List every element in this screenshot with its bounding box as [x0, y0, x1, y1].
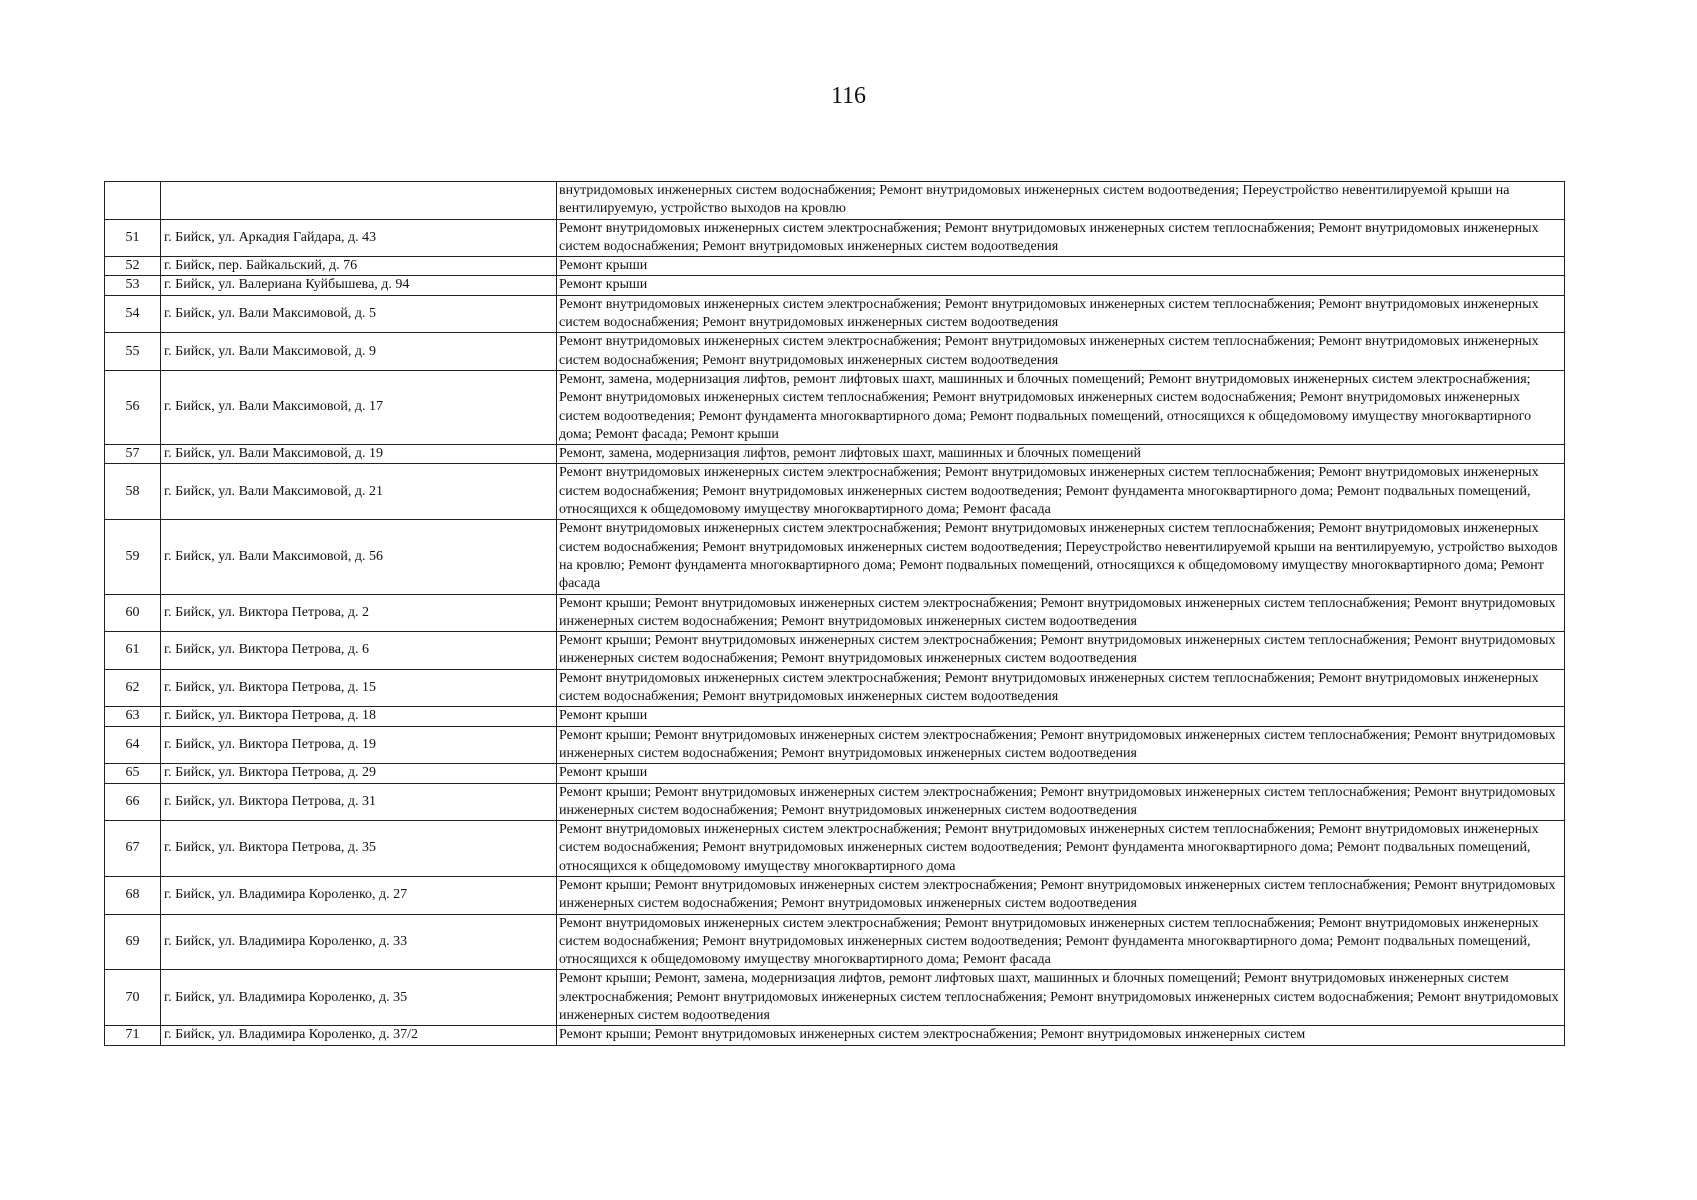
row-number: 53 [105, 276, 161, 295]
row-works: Ремонт внутридомовых инженерных систем электроснабжения; Ремонт внутридомовых инженерных систем теплоснабжения; Ремонт внутридомовых инженерных систем водоснабжения; Ремонт внутридомовых инженерных систем водоотведения [557, 295, 1565, 333]
row-works: Ремонт крыши; Ремонт внутридомовых инженерных систем электроснабжения; Ремонт внутридомовых инженерных систем [557, 1026, 1565, 1045]
row-number: 70 [105, 970, 161, 1026]
row-works: Ремонт крыши; Ремонт, замена, модернизация лифтов, ремонт лифтовых шахт, машинных и блочных помещений; Ремонт внутридомовых инженерных систем электроснабжения; Ремонт внутридомовых инженерных систем теплоснабжения; Ремонт внутридомовых инженерных систем водоснабжения; Ремонт внутридомовых инженерных систем водоотведения [557, 970, 1565, 1026]
row-address: г. Бийск, ул. Вали Максимовой, д. 5 [161, 295, 557, 333]
row-number: 65 [105, 764, 161, 783]
row-works: Ремонт внутридомовых инженерных систем электроснабжения; Ремонт внутридомовых инженерных систем теплоснабжения; Ремонт внутридомовых инженерных систем водоснабжения; Ремонт внутридомовых инженерных систем водоотведения; Переустройство невентилируемой крыши на вентилируемую, устройство выходов на кровлю; Ремонт фундамента многоквартирного дома; Ремонт подвальных помещений, относящихся к общедомовому имуществу многоквартирного дома; Ремонт фасада [557, 520, 1565, 594]
table-row [105, 520, 1565, 594]
table-row [105, 970, 1565, 1026]
row-address: г. Бийск, ул. Виктора Петрова, д. 15 [161, 669, 557, 707]
row-address: г. Бийск, ул. Виктора Петрова, д. 19 [161, 726, 557, 764]
row-address: г. Бийск, ул. Владимира Короленко, д. 33 [161, 914, 557, 970]
table-row [105, 707, 1565, 726]
row-works: Ремонт крыши; Ремонт внутридомовых инженерных систем электроснабжения; Ремонт внутридомовых инженерных систем теплоснабжения; Ремонт внутридомовых инженерных систем водоснабжения; Ремонт внутридомовых инженерных систем водоотведения [557, 594, 1565, 632]
row-number: 54 [105, 295, 161, 333]
table-row [105, 764, 1565, 783]
row-works: Ремонт крыши [557, 707, 1565, 726]
row-address: г. Бийск, ул. Валериана Куйбышева, д. 94 [161, 276, 557, 295]
row-works: Ремонт крыши [557, 764, 1565, 783]
row-address: г. Бийск, ул. Вали Максимовой, д. 21 [161, 464, 557, 520]
table-row [105, 783, 1565, 821]
row-number: 71 [105, 1026, 161, 1045]
row-number: 55 [105, 333, 161, 371]
row-number: 58 [105, 464, 161, 520]
row-address: г. Бийск, ул. Вали Максимовой, д. 17 [161, 370, 557, 444]
row-address: г. Бийск, ул. Вали Максимовой, д. 9 [161, 333, 557, 371]
row-works: Ремонт внутридомовых инженерных систем электроснабжения; Ремонт внутридомовых инженерных систем теплоснабжения; Ремонт внутридомовых инженерных систем водоснабжения; Ремонт внутридомовых инженерных систем водоотведения; Ремонт фундамента многоквартирного дома; Ремонт подвальных помещений, относящихся к общедомовому имуществу многоквартирного дома; Ремонт фасада [557, 914, 1565, 970]
row-number: 62 [105, 669, 161, 707]
row-number: 61 [105, 632, 161, 670]
row-number: 60 [105, 594, 161, 632]
table-row [105, 219, 1565, 257]
row-address: г. Бийск, ул. Владимира Короленко, д. 27 [161, 876, 557, 914]
table-row [105, 1026, 1565, 1045]
row-address: г. Бийск, ул. Владимира Короленко, д. 35 [161, 970, 557, 1026]
row-number: 59 [105, 520, 161, 594]
row-works: Ремонт крыши; Ремонт внутридомовых инженерных систем электроснабжения; Ремонт внутридомовых инженерных систем теплоснабжения; Ремонт внутридомовых инженерных систем водоснабжения; Ремонт внутридомовых инженерных систем водоотведения [557, 632, 1565, 670]
row-works: Ремонт крыши; Ремонт внутридомовых инженерных систем электроснабжения; Ремонт внутридомовых инженерных систем теплоснабжения; Ремонт внутридомовых инженерных систем водоснабжения; Ремонт внутридомовых инженерных систем водоотведения [557, 876, 1565, 914]
row-number: 68 [105, 876, 161, 914]
row-works: Ремонт, замена, модернизация лифтов, ремонт лифтовых шахт, машинных и блочных помещений [557, 445, 1565, 464]
table-row [105, 257, 1565, 276]
table-row [105, 821, 1565, 877]
row-address: г. Бийск, ул. Виктора Петрова, д. 2 [161, 594, 557, 632]
row-works: Ремонт внутридомовых инженерных систем электроснабжения; Ремонт внутридомовых инженерных систем теплоснабжения; Ремонт внутридомовых инженерных систем водоснабжения; Ремонт внутридомовых инженерных систем водоотведения; Ремонт фундамента многоквартирного дома; Ремонт подвальных помещений, относящихся к общедомовому имуществу многоквартирного дома; Ремонт фасада [557, 464, 1565, 520]
table-row [105, 876, 1565, 914]
table-row [105, 669, 1565, 707]
row-works: Ремонт, замена, модернизация лифтов, ремонт лифтовых шахт, машинных и блочных помещений; Ремонт внутридомовых инженерных систем электроснабжения; Ремонт внутридомовых инженерных систем теплоснабжения; Ремонт внутридомовых инженерных систем водоснабжения; Ремонт внутридомовых инженерных систем водоотведения; Ремонт фундамента многоквартирного дома; Ремонт подвальных помещений, относящихся к общедомовому имуществу многоквартирного дома; Ремонт фасада; Ремонт крыши [557, 370, 1565, 444]
row-number: 52 [105, 257, 161, 276]
table-row [105, 333, 1565, 371]
table-row [105, 295, 1565, 333]
page-number: 116 [830, 83, 867, 109]
row-address [161, 182, 557, 220]
table-row [105, 464, 1565, 520]
row-works: Ремонт внутридомовых инженерных систем электроснабжения; Ремонт внутридомовых инженерных систем теплоснабжения; Ремонт внутридомовых инженерных систем водоснабжения; Ремонт внутридомовых инженерных систем водоотведения; Ремонт фундамента многоквартирного дома; Ремонт подвальных помещений, относящихся к общедомовому имуществу многоквартирного дома [557, 821, 1565, 877]
row-works: Ремонт внутридомовых инженерных систем электроснабжения; Ремонт внутридомовых инженерных систем теплоснабжения; Ремонт внутридомовых инженерных систем водоснабжения; Ремонт внутридомовых инженерных систем водоотведения [557, 333, 1565, 371]
table-row [105, 445, 1565, 464]
row-works: Ремонт крыши; Ремонт внутридомовых инженерных систем электроснабжения; Ремонт внутридомовых инженерных систем теплоснабжения; Ремонт внутридомовых инженерных систем водоснабжения; Ремонт внутридомовых инженерных систем водоотведения [557, 726, 1565, 764]
table-row [105, 594, 1565, 632]
table-row [105, 182, 1565, 220]
works-table [104, 181, 1565, 1046]
row-address: г. Бийск, ул. Вали Максимовой, д. 19 [161, 445, 557, 464]
row-number: 64 [105, 726, 161, 764]
table-row [105, 914, 1565, 970]
row-address: г. Бийск, пер. Байкальский, д. 76 [161, 257, 557, 276]
row-number: 51 [105, 219, 161, 257]
row-number: 57 [105, 445, 161, 464]
row-works: Ремонт внутридомовых инженерных систем электроснабжения; Ремонт внутридомовых инженерных систем теплоснабжения; Ремонт внутридомовых инженерных систем водоснабжения; Ремонт внутридомовых инженерных систем водоотведения [557, 219, 1565, 257]
row-address: г. Бийск, ул. Виктора Петрова, д. 31 [161, 783, 557, 821]
row-works: Ремонт крыши [557, 276, 1565, 295]
row-number [105, 182, 161, 220]
row-number: 66 [105, 783, 161, 821]
row-works: внутридомовых инженерных систем водоснабжения; Ремонт внутридомовых инженерных систем водоотведения; Переустройство невентилируемой крыши на вентилируемую, устройство выходов на кровлю [557, 182, 1565, 220]
row-address: г. Бийск, ул. Виктора Петрова, д. 35 [161, 821, 557, 877]
row-address: г. Бийск, ул. Аркадия Гайдара, д. 43 [161, 219, 557, 257]
row-works: Ремонт внутридомовых инженерных систем электроснабжения; Ремонт внутридомовых инженерных систем теплоснабжения; Ремонт внутридомовых инженерных систем водоснабжения; Ремонт внутридомовых инженерных систем водоотведения [557, 669, 1565, 707]
row-works: Ремонт крыши [557, 257, 1565, 276]
row-number: 63 [105, 707, 161, 726]
row-address: г. Бийск, ул. Виктора Петрова, д. 29 [161, 764, 557, 783]
table-row [105, 726, 1565, 764]
row-address: г. Бийск, ул. Виктора Петрова, д. 18 [161, 707, 557, 726]
row-number: 56 [105, 370, 161, 444]
table-row [105, 370, 1565, 444]
row-address: г. Бийск, ул. Виктора Петрова, д. 6 [161, 632, 557, 670]
row-number: 69 [105, 914, 161, 970]
row-works: Ремонт крыши; Ремонт внутридомовых инженерных систем электроснабжения; Ремонт внутридомовых инженерных систем теплоснабжения; Ремонт внутридомовых инженерных систем водоснабжения; Ремонт внутридомовых инженерных систем водоотведения [557, 783, 1565, 821]
table-row [105, 276, 1565, 295]
row-address: г. Бийск, ул. Владимира Короленко, д. 37/2 [161, 1026, 557, 1045]
row-number: 67 [105, 821, 161, 877]
table-row [105, 632, 1565, 670]
row-address: г. Бийск, ул. Вали Максимовой, д. 56 [161, 520, 557, 594]
